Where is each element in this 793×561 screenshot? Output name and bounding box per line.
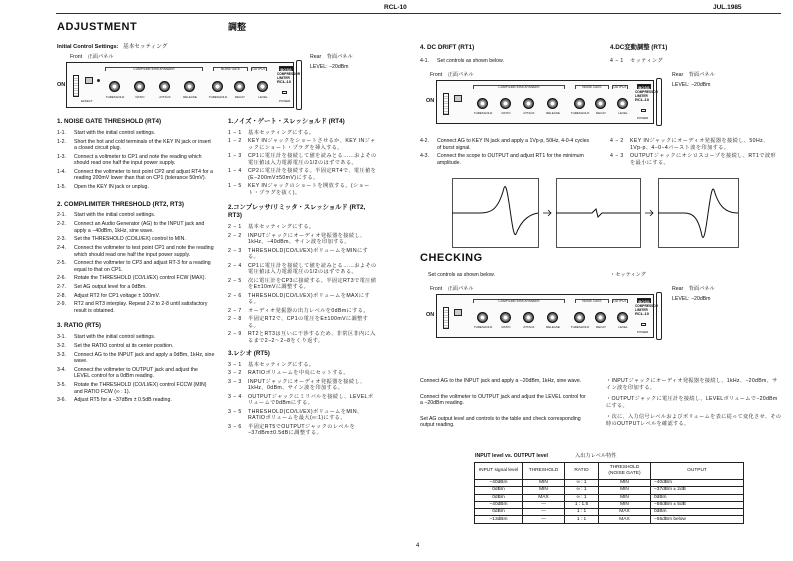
step: 3-3. Connect AG to the INPUT jack and apply a 0dBm, 1kHz, sine wave. <box>57 351 215 365</box>
adjust-en-column <box>57 118 215 406</box>
step-jp: 3 − 1 基本セッティングにする。 <box>228 361 315 368</box>
effect-led <box>97 79 100 82</box>
table-title: INPUT level vs. OUTPUT level <box>475 453 548 459</box>
step: 2-9. RT2 and RT3 interplay. Repeat 2-2 to 2-8 until satisfactory result is obtained. <box>57 301 208 314</box>
front-label: Front 正面パネル <box>70 54 114 60</box>
ratio-knob[interactable] <box>500 312 511 323</box>
table-header: THRESHOLD <box>523 463 565 480</box>
knob-label: DECAY <box>595 111 607 115</box>
effect-label: EFFECT <box>81 99 93 103</box>
table-row: −13dBm — 1 : 1 MAX −65dBm below <box>475 516 744 523</box>
step-jp: 2 − 9 RT2とRT3は互いに干渉するため、非常区非内に入るまで2−2〜2−8をくり返す。 <box>228 331 376 344</box>
step: 3-4. Connect the voltmeter to OUTPUT jack and adjust the LEVEL control for a 0dBm reading. <box>57 366 198 380</box>
product-name: COMPRESSOR LIMITER RCL-10 <box>635 90 659 103</box>
dc-step-1: 4-1. Set controls as shown below. <box>420 58 504 64</box>
step: 1-4. Connect the voltmeter to test point CP2 and adjust RT4 for a reading 200mV lower than that on CP1 (tolerance 50mV). <box>57 168 213 182</box>
effect-switch[interactable] <box>454 95 462 102</box>
table-row: 0dBm — 1 : 1 MAX 0dBm <box>475 509 744 516</box>
release-knob[interactable] <box>547 312 558 323</box>
gate-threshold-knob[interactable] <box>574 98 585 109</box>
step-jp: 2 − 3 THRESHOLD(CO/LI/EX)ボリュームをMINにする。 <box>228 247 369 261</box>
step-jp: 2 − 5 次に電圧計をCP3に接続する。半固定RT3で電圧値をE±10mVに調整する。 <box>228 277 377 291</box>
threshold-knob[interactable] <box>477 98 488 109</box>
dc-drift-title: 4. DC DRIFT (RT1) <box>420 44 475 51</box>
on-label: ON <box>426 312 435 318</box>
level-knob[interactable] <box>257 81 268 92</box>
checking-note-jp: ・INPUTジャックにオーディオ発振器を接続し、1kHz、−20dBm、サイン波を印加する。 <box>606 378 778 391</box>
knob-label: ATTACK <box>523 111 535 115</box>
panel-rack-ear <box>656 78 662 126</box>
knob-label: THRESHOLD <box>105 95 125 99</box>
knob-label: RELEASE <box>546 111 560 115</box>
level-knob[interactable] <box>617 98 628 109</box>
table-header: RATIO <box>565 463 599 480</box>
step: 3-1. Start with the initial control settings. <box>57 334 156 341</box>
step-jp: 2 − 8 半固定RT2で、CP1の電圧をE±100mVに調整する。 <box>228 316 369 329</box>
adjustment-title: ADJUSTMENT <box>57 21 138 33</box>
section-gate: NOISE GATE <box>575 299 609 303</box>
table-row: 0dBm MIN ∞ : 1 MIN −37dBm ± 2dB <box>475 487 744 494</box>
knob-label: ATTACK <box>159 95 171 99</box>
knob-label: RATIO <box>135 95 145 99</box>
gate-threshold-knob[interactable] <box>212 81 223 92</box>
checking-note: Connect AG to the INPUT jack and apply a −20dBm, 1kHz, sine wave. <box>420 378 582 384</box>
step-jp: 2 − 4 CP1に電圧計を接続して値を読みとる……およその電圧値は入力電源電圧の1/2のはずである。 <box>228 262 377 276</box>
knob-label: THRESHOLD <box>473 111 493 115</box>
step: 1-1. Start with the initial control settings. <box>57 129 156 136</box>
knob-label: DECAY <box>234 95 246 99</box>
power-label: POWER <box>637 330 649 334</box>
dc-steps-rest <box>420 138 590 168</box>
rear-label-r2: Rear 背面パネル <box>672 286 715 292</box>
release-knob[interactable] <box>184 81 195 92</box>
on-label: ON <box>426 98 435 104</box>
level-knob[interactable] <box>617 312 628 323</box>
step-jp: 2 − 1 基本セッティングにする。 <box>228 224 315 231</box>
section-output: OUTPUT <box>252 67 266 71</box>
knob-label: DECAY <box>595 325 607 329</box>
step-jp: 3 − 4 OUTPUTジャックにミリバルを接続し、LEVELボリュームで0dBmにする。 <box>228 393 374 407</box>
attack-knob[interactable] <box>159 81 170 92</box>
step-jp: 3 − 6 半固定RT5でOUTPUTジャックのレベルを−37dBm±0.5dBに調整する。 <box>228 423 356 437</box>
knob-label: RATIO <box>501 111 511 115</box>
knob-label: LEVEL <box>618 111 628 115</box>
checking-notes-jp <box>606 378 782 427</box>
panel-rack-ear <box>656 292 662 340</box>
step: 3-2. Set the RATIO control at its center position. <box>57 343 174 350</box>
step: 2-8. Adjust RT2 for CP1 voltage ± 100mV. <box>57 292 160 299</box>
table-row: −40dBm MIN ∞ : 1 MIN −40dBm <box>475 480 744 487</box>
section-output: OUTPUT <box>613 299 627 303</box>
step: 4-3. Connect the scope to OUTPUT and adjust RT1 for the minimum amplitude. <box>420 153 584 166</box>
step: 2-5. Connect the voltmeter to CP3 and adjust RT-3 for a reading equal to that on CP1. <box>57 260 211 273</box>
step-jp: 1 − 2 KEY INジャックをショートさせるか、KEY INジャックにショート・プラグを挿入する。 <box>228 138 376 151</box>
waveform-inverted <box>658 189 738 237</box>
threshold-knob[interactable] <box>109 81 120 92</box>
step: 1-5. Open the KEY IN jack or unplug. <box>57 184 149 191</box>
power-label: POWER <box>637 116 649 120</box>
step: 3-5. Rotate the THRESHOLD (CO/LI/EX) control FCCW (MIN) and RATIO FCW (∞ : 1). <box>57 382 207 395</box>
checking-note-jp: ・次に、入力信号レベルおよびボリュームを表に従って変化させ、その時のOUTPUTレベルを確認する。 <box>606 414 782 427</box>
step-jp: 1 − 5 KEY INジャックのショートを開放する。(ショート・プラグを抜く)。 <box>228 183 370 196</box>
product-name: COMPRESSOR LIMITER RCL-10 <box>277 72 301 85</box>
step-jp: 2 − 6 THRESHOLD(CO/LI/EX)ボリュームをMAXにする。 <box>228 292 370 306</box>
knob-label: LEVEL <box>258 95 268 99</box>
section-output: OUTPUT <box>613 85 627 89</box>
page-number: 4 <box>416 543 420 549</box>
effect-meter <box>73 75 79 97</box>
front-label-r1: Front 正面パネル <box>430 72 474 78</box>
dc-drift-title-jp: 4.DC変動調整 (RT1) <box>610 44 668 51</box>
step: 1-2. Short the hot and cold terminals of the KEY IN jack or insert a closed circuit plug. <box>57 138 211 152</box>
arrow-icon <box>645 210 653 216</box>
attack-knob[interactable] <box>523 98 534 109</box>
step: 2-4. Connect the voltmeter to test point CP1 and note the reading which should read one half the input power supply. <box>57 245 214 258</box>
ratio-knob[interactable] <box>134 81 145 92</box>
device-panel-check <box>436 294 659 338</box>
dc-step-1-jp: 4 − 1 セッティング <box>610 58 664 64</box>
step-jp: 2 − 2 INPUTジャックにオーディオ発振器を接続し、1kHz、−40dBm、サイン波を印加する。 <box>228 232 366 246</box>
checking-notes <box>420 378 590 429</box>
rear-level-r2: LEVEL: −20dBm <box>672 296 711 302</box>
knob-label: ATTACK <box>523 325 535 329</box>
step-jp: 1 − 1 基本セッティングにする。 <box>228 129 315 136</box>
step-jp: 3 − 3 INPUTジャックにオーディオ発振器を接続し、1kHz、0dBm、サイン波を印加する。 <box>228 378 366 392</box>
checking-title: CHECKING <box>420 252 483 264</box>
step: 2-3. Set the THRESHOLD (CO/LI/EX) control to MIN. <box>57 236 186 243</box>
decay-knob[interactable] <box>595 312 606 323</box>
table-row: −40dBm — 1 : 1.5 MIN −58dBm ± 5dB <box>475 501 744 508</box>
step: 2-1. Start with the initial control settings. <box>57 212 156 219</box>
table-title-jp: 入出力レベル特性 <box>575 453 617 459</box>
brand-logo: BOSS <box>280 67 292 72</box>
section-title-jp: 2.コンプレッサ/リミッタ・スレッショルド (RT2, RT3) <box>228 204 366 220</box>
adjust-jp-column <box>228 118 378 439</box>
knob-label: LEVEL <box>618 325 628 329</box>
ratio-knob[interactable] <box>500 98 511 109</box>
knob-label: RELEASE <box>546 325 560 329</box>
knob-label: THRESHOLD <box>208 95 228 99</box>
initial-settings-label: Initial Control Settings: 基本セッティング <box>57 44 168 50</box>
decay-knob[interactable] <box>234 81 245 92</box>
step-jp: 2 − 7 オーディオ発振器の出力レベルを0dBmにする。 <box>228 307 369 314</box>
header-date: JUL.1985 <box>713 4 742 11</box>
step-jp: 4 − 2 KEY INジャックにオーディオ発振器を接続し、50Hz、1Vp-p、4−0−4バースト波を印加する。 <box>610 138 769 151</box>
checking-intro-jp: ・セッティング <box>610 272 646 278</box>
knob-label: RELEASE <box>183 95 197 99</box>
section-title-jp: 1.ノイズ・ゲート・スレッショルド (RT4) <box>228 118 345 125</box>
product-name: COMPRESSOR LIMITER RCL-10 <box>635 304 659 317</box>
panel-rack-ear <box>296 60 302 110</box>
arrow-icon <box>543 210 551 216</box>
step-jp: 1 − 3 CP1に電圧計を接続して値を読みとる……およその電圧値は入力電源電圧の1/2のはずである。 <box>228 153 377 166</box>
checking-note: Connect the voltmeter to OUTPUT jack and adjust the LEVEL control for a −20dBm reading. <box>420 393 586 406</box>
step-jp: 3 − 5 THRESHOLD(CO/LI/EX)ボリュームをMIN、RATIOボリュームを最大(∞:1)にする。 <box>228 408 363 422</box>
device-panel-dc <box>436 80 659 124</box>
section-title: 1. NOISE GATE THRESHOLD (RT4) <box>57 118 162 125</box>
power-label: POWER <box>279 99 291 103</box>
step-jp: 4 − 3 OUTPUTジャックにオシロスコープを接続し、RT1で波形を最小にする。 <box>610 153 777 166</box>
brand-logo: BOSS <box>638 299 650 304</box>
section-title: 2. COMP/LIMITER THRESHOLD (RT2, RT3) <box>57 200 184 208</box>
on-label: ON <box>57 82 66 88</box>
gate-threshold-knob[interactable] <box>574 312 585 323</box>
rear-label: Rear 背面パネル <box>310 54 353 60</box>
release-knob[interactable] <box>547 98 558 109</box>
waveform-adjusted <box>556 209 640 217</box>
dc-steps-rest-jp <box>610 138 780 168</box>
attack-knob[interactable] <box>523 312 534 323</box>
checking-note-jp: ・OUTPUTジャックに電圧計を接続し、LEVELボリュームで−20dBmにする。 <box>606 396 778 409</box>
effect-switch[interactable] <box>454 309 462 316</box>
decay-knob[interactable] <box>595 98 606 109</box>
device-panel-front <box>66 62 301 108</box>
knob-label: THRESHOLD <box>473 325 493 329</box>
step: 2-2. Connect an Audio Generator (AG) to the INPUT jack and apply a −40dBm, 1kHz, sine wave. <box>57 221 205 234</box>
knob-label: THRESHOLD <box>570 325 590 329</box>
header-rule <box>56 13 781 14</box>
step-jp: 3 − 2 RATIOボリュームを中央にセットする。 <box>228 370 349 377</box>
brand-logo: BOSS <box>638 85 650 90</box>
section-title: 3. RATIO (RT5) <box>57 322 101 330</box>
threshold-knob[interactable] <box>477 312 488 323</box>
table-row: 0dBm MAX ∞ : 1 MIN 0dBm <box>475 494 744 501</box>
step-jp: 1 − 4 CP2に電圧計を接続する。半固定RT4で、電圧値を(E−200mV±50mV)にする。 <box>228 168 377 181</box>
section-title-jp: 3.レシオ (RT5) <box>228 350 270 358</box>
table-header: INPUT signal level <box>475 463 523 480</box>
step: 1-3. Connect a voltmeter to CP1 and note the reading which should read one half the input power supply. <box>57 153 202 167</box>
adjustment-title-jp: 調整 <box>228 22 247 32</box>
level-table <box>474 462 744 524</box>
knob-label: RATIO <box>501 325 511 329</box>
step: 4-2. Connect AG to KEY IN jack and apply a 1Vp-p, 50Hz, 4-0-4 cycles of burst signal. <box>420 138 590 151</box>
header-model: RCL-10 <box>384 4 407 11</box>
checking-note: Set AG output level and controls to the table and check corresponding output reading. <box>420 415 581 428</box>
section-gate: NOISE GATE <box>575 85 609 89</box>
table-header: OUTPUT <box>651 463 744 480</box>
rear-label-r1: Rear 背面パネル <box>672 72 715 78</box>
power-switch[interactable] <box>282 91 287 94</box>
step: 2-7. Set AG output level for a 0dBm. <box>57 284 147 291</box>
front-label-r2: Front 正面パネル <box>430 286 474 292</box>
power-switch[interactable] <box>641 109 646 112</box>
section-comp: COMP/LIMITER/EXPANDER <box>473 85 565 89</box>
knob-label: THRESHOLD <box>570 111 590 115</box>
waveform-before <box>452 187 538 235</box>
step: 2-6. Rotate the THRESHOLD (CO/LI/EX) control FCW (MAX). <box>57 275 206 282</box>
effect-meter <box>443 307 449 329</box>
section-gate: NOISE GATE <box>213 67 248 71</box>
rear-level: LEVEL: −20dBm <box>310 64 349 70</box>
checking-intro: Set controls as shown below. <box>428 272 495 278</box>
step: 3-6. Adjust RT5 for a −37dBm ± 0.5dB reading. <box>57 397 172 404</box>
effect-switch[interactable] <box>85 77 93 84</box>
rear-level-r1: LEVEL: −20dBm <box>672 82 711 88</box>
table-header: THRESHOLD (NOISE GATE) <box>599 463 651 480</box>
effect-meter <box>443 93 449 115</box>
power-switch[interactable] <box>641 323 646 326</box>
section-comp: COMP/LIMITER/EXPANDER <box>105 67 203 71</box>
section-comp: COMP/LIMITER/EXPANDER <box>473 299 565 303</box>
burst-waveform-diagram <box>452 178 740 248</box>
